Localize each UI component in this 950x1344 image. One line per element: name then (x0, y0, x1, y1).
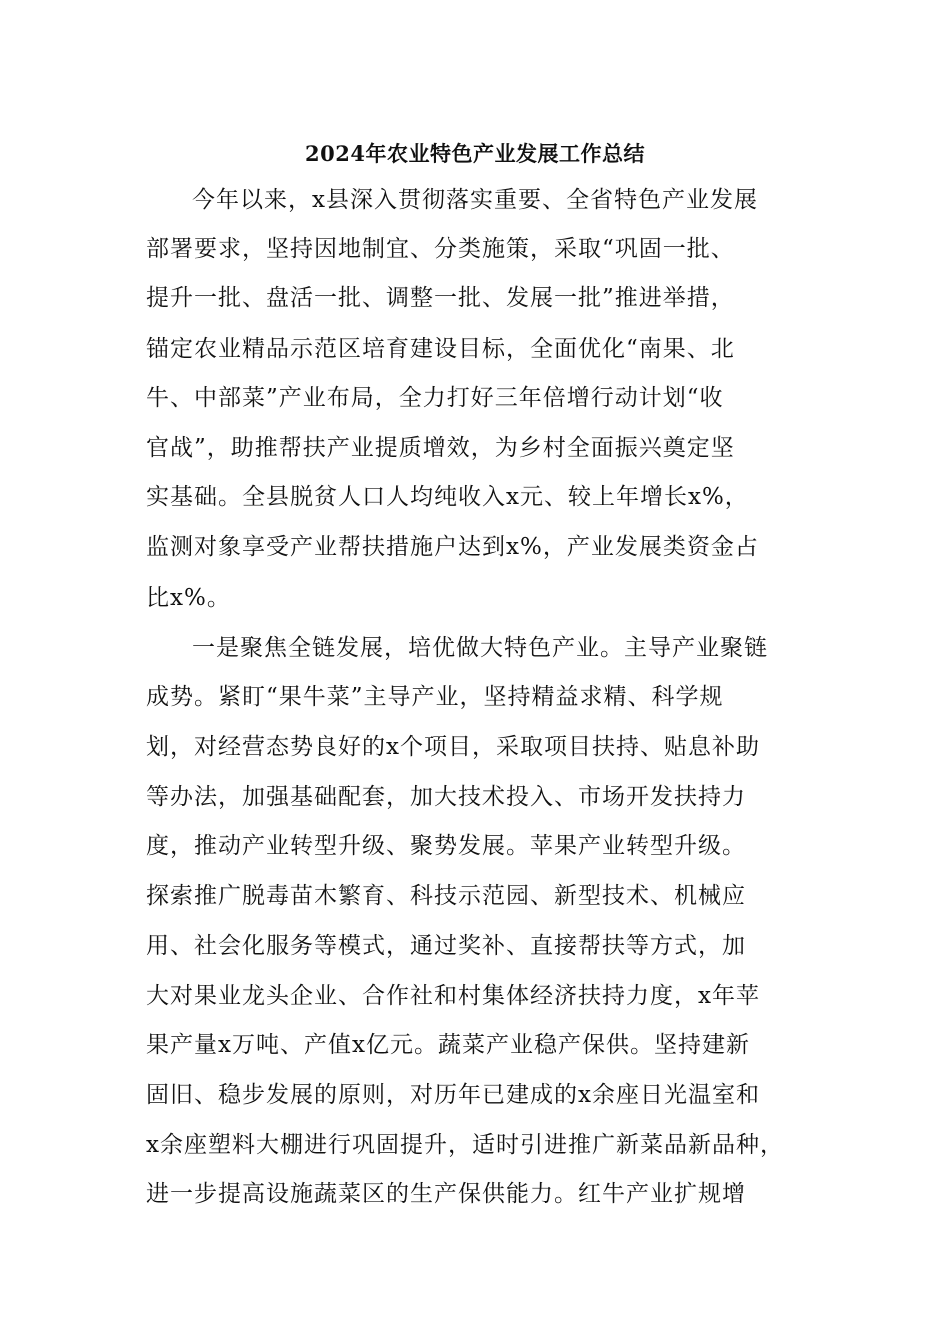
paragraph-2-line-8: 大对果业龙头企业、合作社和村集体经济扶持力度，x年苹 (146, 983, 760, 1009)
paragraph-2-line-10: 固旧、稳步发展的原则，对历年已建成的x余座日光温室和 (146, 1082, 760, 1108)
document-title: 2024年农业特色产业发展工作总结 (305, 141, 645, 166)
paragraph-2-line-4: 等办法，加强基础配套，加大技术投入、市场开发扶持力 (146, 784, 746, 810)
paragraph-1-line-8: 监测对象享受产业帮扶措施户达到x%，产业发展类资金占 (146, 534, 759, 560)
paragraph-1-line-6: 官战”，助推帮扶产业提质增效，为乡村全面振兴奠定坚 (146, 435, 735, 461)
paragraph-2-line-7: 用、社会化服务等模式，通过奖补、直接帮扶等方式，加 (146, 933, 746, 959)
paragraph-1-line-4: 锚定农业精品示范区培育建设目标，全面优化“南果、北 (146, 336, 735, 362)
paragraph-2-line-3: 划，对经营态势良好的x个项目，采取项目扶持、贴息补助 (146, 734, 760, 760)
paragraph-2-line-5: 度，推动产业转型升级、聚势发展。苹果产业转型升级。 (146, 833, 746, 859)
paragraph-1-line-7: 实基础。全县脱贫人口人均纯收入x元、较上年增长x%， (146, 484, 749, 510)
paragraph-2-line-9: 果产量x万吨、产值x亿元。蔬菜产业稳产保供。坚持建新 (146, 1032, 750, 1058)
paragraph-1-line-5: 牛、中部菜”产业布局，全力打好三年倍增行动计划“收 (146, 385, 724, 411)
paragraph-1-line-9: 比x%。 (146, 585, 231, 611)
paragraph-2-line-2: 成势。紧盯“果牛菜”主导产业，坚持精益求精、科学规 (146, 684, 724, 710)
paragraph-2-line-6: 探索推广脱毒苗木繁育、科技示范园、新型技术、机械应 (146, 883, 746, 909)
paragraph-1-line-2: 部署要求，坚持因地制宜、分类施策，采取“巩固一批、 (146, 236, 735, 262)
paragraph-2-line-12: 进一步提高设施蔬菜区的生产保供能力。红牛产业扩规增 (146, 1181, 746, 1207)
paragraph-2-line-1: 一是聚焦全链发展，培优做大特色产业。主导产业聚链 (192, 635, 768, 661)
paragraph-2-line-11: x余座塑料大棚进行巩固提升，适时引进推广新菜品新品种， (146, 1132, 784, 1158)
paragraph-1-line-1: 今年以来，x县深入贯彻落实重要、全省特色产业发展 (192, 187, 758, 213)
paragraph-1-line-3: 提升一批、盘活一批、调整一批、发展一批”推进举措， (146, 285, 735, 311)
